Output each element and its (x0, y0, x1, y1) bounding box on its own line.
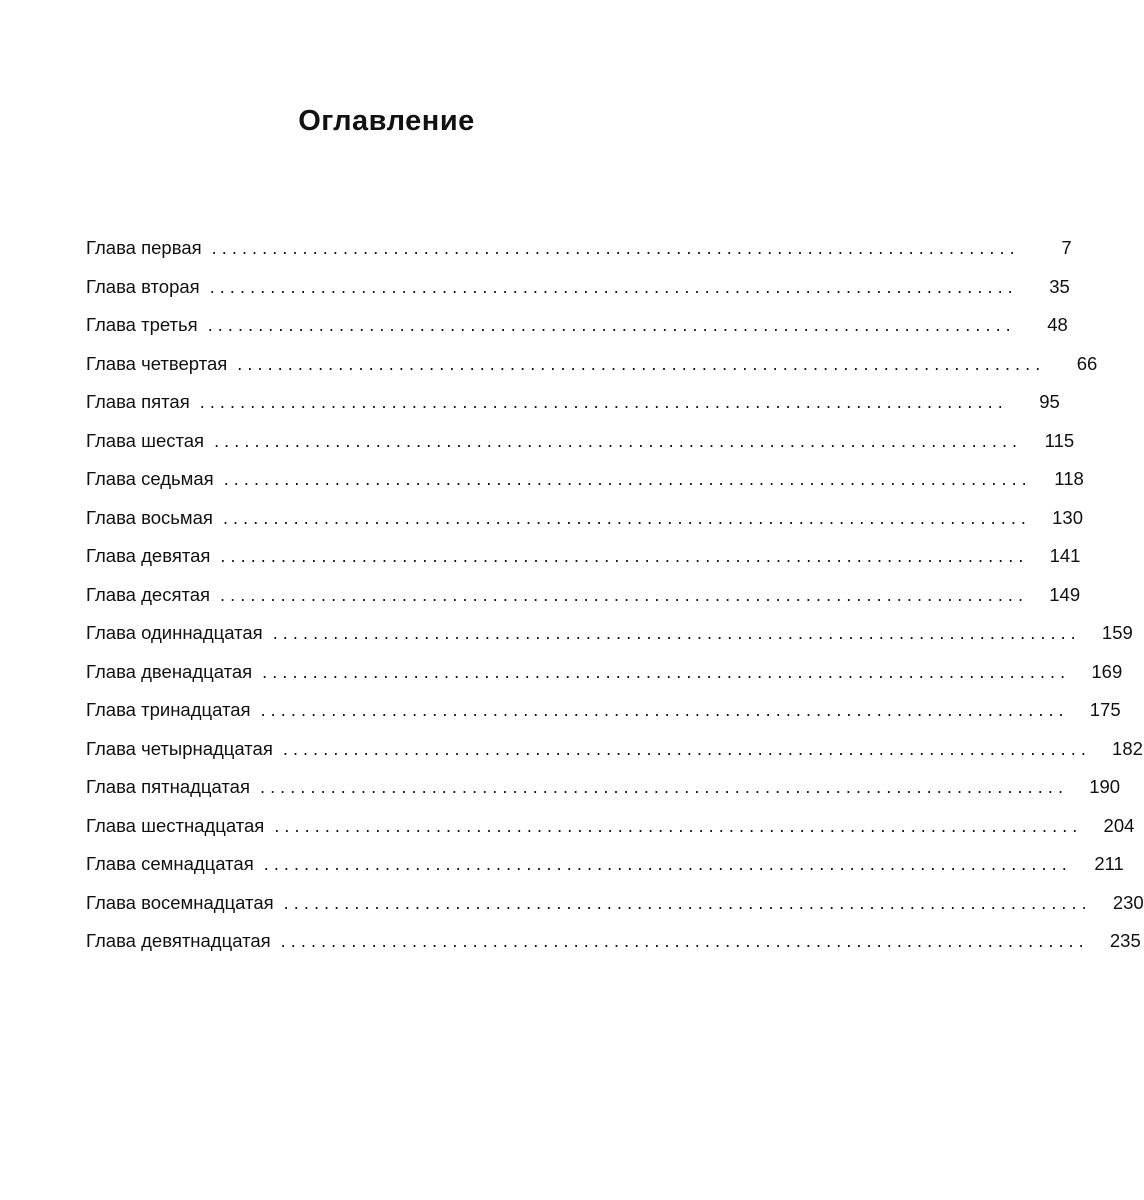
toc-entry (86, 268, 1070, 307)
toc-dot-leader: ................................................................................ (262, 661, 1071, 682)
toc-dot-leader: ................................................................................ (263, 854, 1072, 874)
toc-chapter-label: Глава четырнадцатая (86, 737, 273, 759)
toc-entry (86, 229, 1072, 268)
toc-chapter-label: Глава седьмая (86, 468, 214, 489)
toc-chapter-label: Глава четвертая (86, 352, 228, 374)
toc-entry (86, 768, 1121, 807)
toc-page-number: 130 (1052, 506, 1084, 528)
toc-page-number: 175 (1089, 699, 1121, 720)
toc-chapter-label: Глава девятая (86, 545, 211, 566)
toc-entry (86, 730, 1143, 769)
toc-chapter-label: Глава вторая (86, 275, 200, 297)
toc-dot-leader: ................................................................................ (209, 276, 1018, 297)
toc-dot-leader: ................................................................................ (223, 469, 1032, 489)
table-of-contents (86, 229, 1144, 961)
toc-chapter-label: Глава пятая (86, 391, 190, 412)
toc-chapter-label: Глава первая (86, 237, 202, 258)
toc-entry (86, 383, 1060, 422)
toc-page-number: 169 (1091, 660, 1123, 682)
toc-chapter-label: Глава семнадцатая (86, 853, 254, 874)
toc-page-number: 235 (1109, 930, 1141, 951)
toc-page-number: 141 (1049, 545, 1081, 566)
toc-dot-leader: ................................................................................ (220, 546, 1029, 566)
toc-dot-leader: ................................................................................ (274, 815, 1083, 836)
toc-chapter-label: Глава шестая (86, 429, 205, 451)
toc-chapter-label: Глава пятнадцатая (86, 776, 250, 797)
toc-entry (86, 306, 1068, 345)
toc-entry (86, 807, 1135, 846)
toc-dot-leader: ................................................................................ (282, 738, 1091, 759)
toc-entry (86, 653, 1123, 692)
toc-page-number: 66 (1076, 352, 1098, 374)
toc-dot-leader: ................................................................................ (283, 892, 1092, 913)
toc-chapter-label: Глава одиннадцатая (86, 622, 263, 643)
toc-page-number: 159 (1101, 622, 1133, 643)
toc-page-number: 190 (1089, 776, 1121, 797)
toc-chapter-label: Глава тринадцатая (86, 699, 251, 720)
toc-page-number: 7 (1061, 237, 1072, 258)
toc-chapter-label: Глава десятая (86, 583, 211, 605)
toc-dot-leader: ................................................................................ (199, 392, 1008, 412)
toc-page-number: 204 (1103, 814, 1135, 836)
toc-chapter-label: Глава восьмая (86, 506, 213, 528)
toc-entry (86, 884, 1144, 923)
toc-dot-leader: ................................................................................ (220, 584, 1029, 605)
toc-dot-leader: ................................................................................ (272, 623, 1081, 643)
toc-dot-leader: ................................................................................ (211, 238, 1020, 258)
toc-chapter-label: Глава двенадцатая (86, 660, 253, 682)
toc-dot-leader: ................................................................................ (237, 353, 1046, 374)
toc-entry (86, 499, 1084, 538)
toc-entry (86, 422, 1075, 461)
toc-chapter-label: Глава восемнадцатая (86, 891, 274, 913)
toc-entry (86, 922, 1141, 961)
toc-dot-leader: ................................................................................ (280, 931, 1089, 951)
page-title: Оглавление (298, 105, 475, 137)
toc-entry (86, 345, 1098, 384)
toc-chapter-label: Глава девятнадцатая (86, 930, 271, 951)
toc-entry (86, 460, 1084, 499)
toc-dot-leader: ................................................................................ (259, 777, 1069, 797)
toc-dot-leader: ................................................................................ (260, 700, 1069, 720)
toc-dot-leader: ................................................................................ (207, 315, 1016, 335)
toc-dot-leader: ................................................................................ (222, 507, 1032, 528)
toc-page-number: 149 (1049, 583, 1081, 605)
toc-entry (86, 576, 1081, 615)
toc-page-number: 211 (1094, 853, 1124, 874)
toc-page-number: 35 (1049, 275, 1070, 297)
toc-entry (86, 537, 1081, 576)
toc-entry (86, 614, 1133, 653)
toc-entry (86, 691, 1121, 730)
toc-page-number: 95 (1039, 391, 1060, 412)
toc-page-number: 182 (1112, 737, 1143, 759)
toc-page-number: 230 (1112, 891, 1144, 913)
toc-chapter-label: Глава третья (86, 314, 198, 335)
toc-entry (86, 845, 1124, 884)
toc-page-number: 115 (1044, 429, 1075, 451)
toc-dot-leader: ................................................................................ (214, 430, 1023, 451)
toc-page-number: 48 (1047, 314, 1068, 335)
toc-chapter-label: Глава шестнадцатая (86, 814, 265, 836)
toc-page-number: 118 (1054, 468, 1084, 489)
